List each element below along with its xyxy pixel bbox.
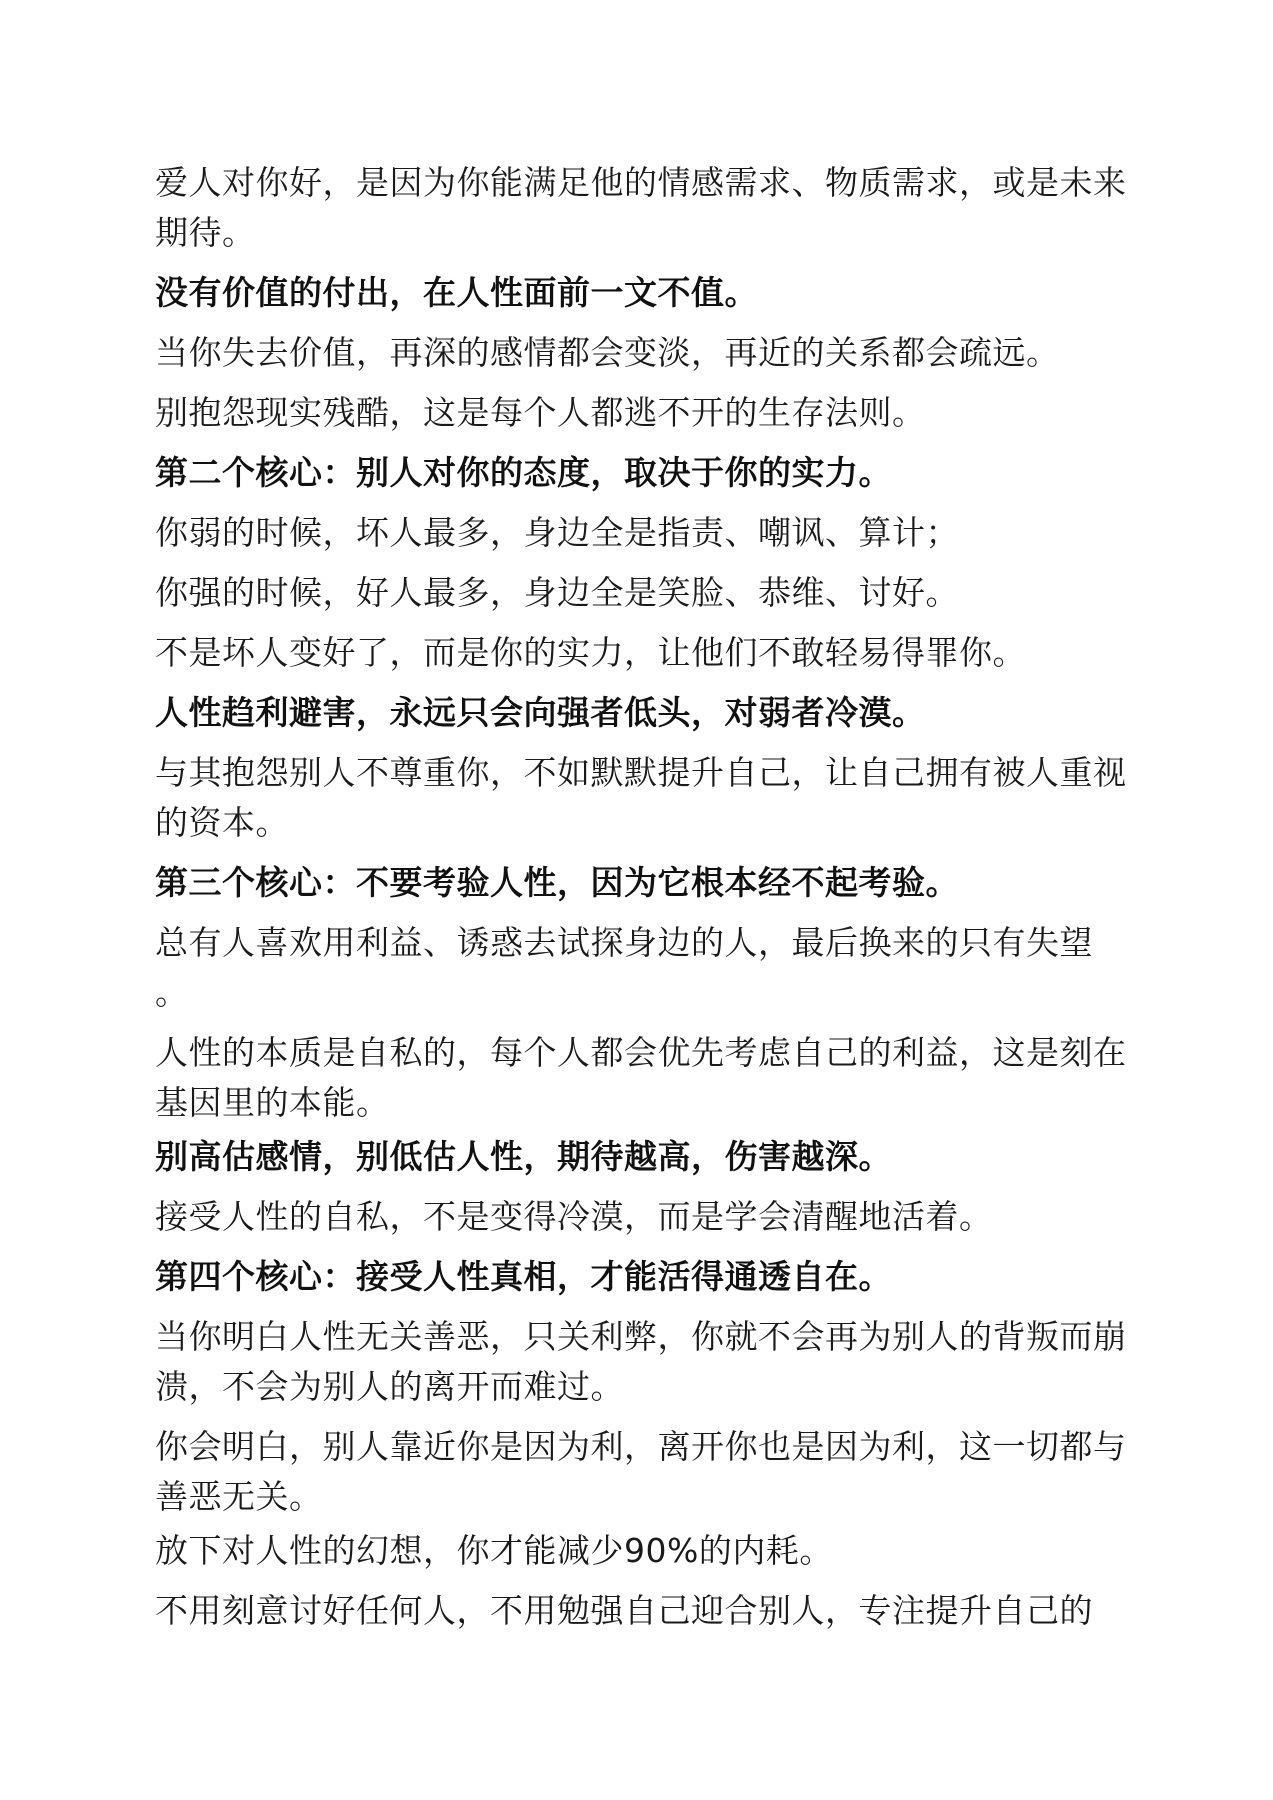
bold-paragraph: 人性趋利避害，永远只会向强者低头，对弱者冷漠。 <box>155 693 926 732</box>
paragraph: 爱人对你好，是因为你能满足他的情感需求、物质需求，或是未来期待。 <box>155 163 1127 252</box>
paragraph: 别抱怨现实残酷，这是每个人都逃不开的生存法则。 <box>155 393 926 432</box>
paragraph: 不是坏人变好了，而是你的实力，让他们不敢轻易得罪你。 <box>155 633 1026 672</box>
bold-paragraph: 没有价值的付出，在人性面前一文不值。 <box>155 273 758 312</box>
paragraph: 你强的时候，好人最多，身边全是笑脸、恭维、讨好。 <box>155 573 959 612</box>
paragraph: 与其抱怨别人不尊重你，不如默默提升自己，让自己拥有被人重视的资本。 <box>155 753 1127 842</box>
paragraph: 你会明白，别人靠近你是因为利，离开你也是因为利，这一切都与善恶无关。 <box>155 1427 1127 1516</box>
paragraph: 不用刻意讨好任何人，不用勉强自己迎合别人，专注提升自己的 <box>155 1591 1093 1630</box>
paragraph: 总有人喜欢用利益、诱惑去试探身边的人，最后换来的只有失望 。 <box>155 923 1093 1012</box>
paragraph: 你弱的时候，坏人最多，身边全是指责、嘲讽、算计； <box>155 513 959 552</box>
bold-paragraph: 别高估感情，别低估人性，期待越高，伤害越深。 <box>155 1137 892 1176</box>
paragraph: 放下对人性的幻想，你才能减少90%的内耗。 <box>155 1531 833 1570</box>
paragraph: 人性的本质是自私的，每个人都会优先考虑自己的利益，这是刻在基因里的本能。 <box>155 1033 1127 1122</box>
section-heading: 第四个核心：接受人性真相，才能活得通透自在。 <box>155 1257 892 1296</box>
paragraph: 当你失去价值，再深的感情都会变淡，再近的关系都会疏远。 <box>155 333 1060 372</box>
section-heading: 第二个核心：别人对你的态度，取决于你的实力。 <box>155 453 892 492</box>
document-body <box>155 158 1130 1646</box>
section-heading: 第三个核心：不要考验人性，因为它根本经不起考验。 <box>155 863 959 902</box>
paragraph: 接受人性的自私，不是变得冷漠，而是学会清醒地活着。 <box>155 1197 993 1236</box>
paragraph: 当你明白人性无关善恶，只关利弊，你就不会再为别人的背叛而崩溃，不会为别人的离开而难过。 <box>155 1317 1127 1406</box>
